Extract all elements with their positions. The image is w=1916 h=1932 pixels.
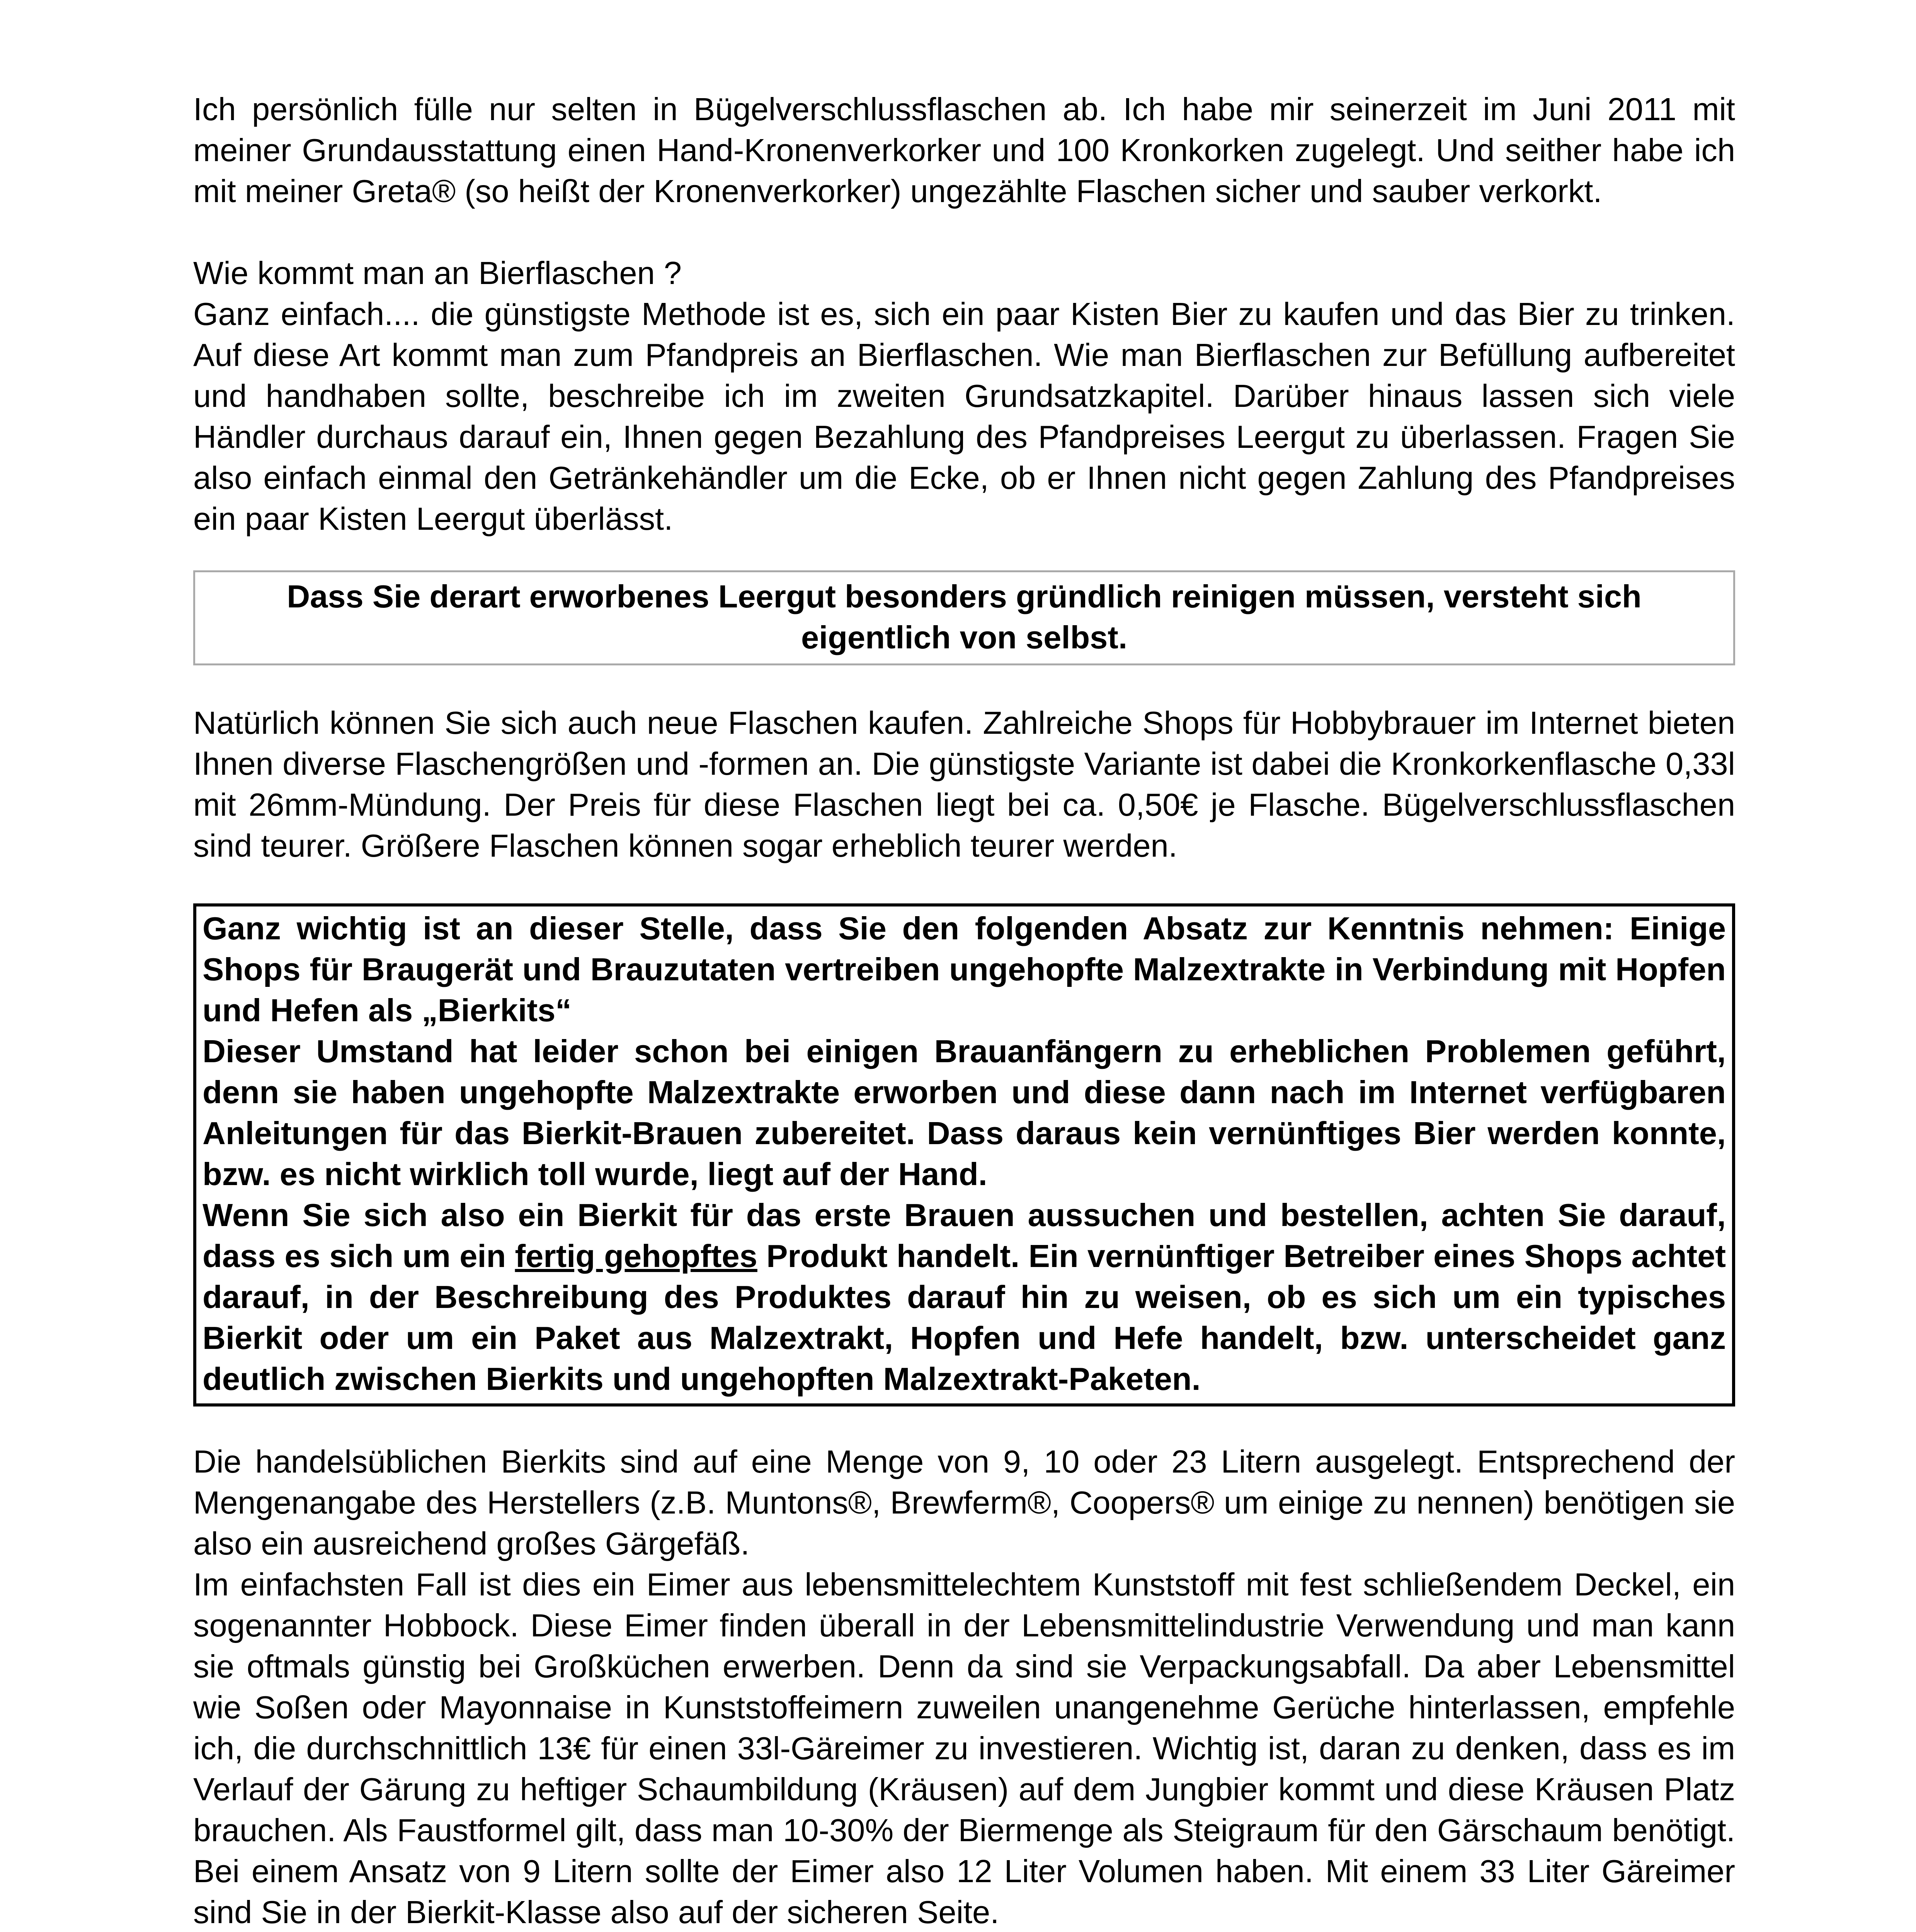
spacer — [193, 539, 1735, 570]
answer-paragraph: Ganz einfach.... die günstigste Methode ist es, sich ein paar Kisten Bier zu kaufen und das Bier zu trinken. Auf diese Art kommt man zum Pfandpreis an Bierflaschen. Wie man Bierflaschen zur Befüllung aufbereitet und handhaben sollte, beschreibe ich im zweiten Grundsatzkapitel. Darüber hinaus lassen sich viele Händler durchaus darauf ein, Ihnen gegen Bezahlung des Pfandpreises Leergut zu überlassen. Fragen Sie also einfach einmal den Getränkehändler um die Ecke, ob er Ihnen nicht gegen Zahlung des Pfandpreises ein paar Kisten Leergut überlässt. — [193, 296, 1735, 537]
intro-paragraph: Ich persönlich fülle nur selten in Bügelverschlussflaschen ab. Ich habe mir seinerzeit im Juni 2011 mit meiner Grundausstattung einen Hand-Kronenverkorker und 100 Kronkorken zugelegt. Und seither habe ich mit meiner Greta® (so heißt der Kronenverkorker) ungezählte Flaschen sicher und sauber verkorkt. — [193, 91, 1735, 209]
warning-paragraph-advice — [202, 1195, 1726, 1400]
page-content — [193, 89, 1735, 1932]
warning-paragraph-problem: Dieser Umstand hat leider schon bei einigen Brauanfängern zu erheblichen Problemen geführt, denn sie haben ungehopfte Malzextrakte erworben und diese dann nach im Internet verfügbaren Anleitungen für das Bierkit-Brauen zubereitet. Dass daraus kein vernünftiges Bier werden konnte, bzw. es nicht wirklich toll wurde, liegt auf der Hand. — [202, 1033, 1726, 1192]
body-paragraph-gaereimer: Im einfachsten Fall ist dies ein Eimer aus lebensmittelechtem Kunststoff mit fest schließendem Deckel, ein sogenannter Hobbock. Diese Eimer finden überall in der Lebensmittelindustrie Verwendung und man kann sie oftmals günstig bei Großküchen erwerben. Denn da sind sie Verpackungsabfall. Da aber Lebensmittel wie Soßen oder Mayonnaise in Kunststoffeimern zuweilen unangenehme Gerüche hinterlassen, empfehle ich, die durchschnittlich 13€ für einen 33l-Gäreimer zu investieren. Wichtig ist, daran zu denken, dass es im Verlauf der Gärung zu heftiger Schaumbildung (Kräusen) auf dem Jungbier kommt und diese Kräusen Platz brauchen. Als Faustformel gilt, dass man 10-30% der Biermenge als Steigraum für den Gärschaum benötigt. Bei einem Ansatz von 9 Litern sollte der Eimer also 12 Liter Volumen haben. Mit einem 33 Liter Gäreimer sind Sie in der Bierkit-Klasse also auf der sicheren Seite. — [193, 1566, 1735, 1930]
underlined-emphasis: fertig gehopftes — [515, 1238, 757, 1274]
body-paragraph-bierkits: Die handelsüblichen Bierkits sind auf eine Menge von 9, 10 oder 23 Litern ausgelegt. Entsprechend der Mengenangabe des Herstellers (z.B. Muntons®, Brewferm®, Coopers® um einige zu nennen) benötigen sie also ein ausreichend großes Gärgefäß. — [193, 1444, 1735, 1561]
spacer — [193, 212, 1735, 253]
spacer — [193, 1406, 1735, 1441]
spacer — [193, 866, 1735, 903]
question-line: Wie kommt man an Bierflaschen ? — [193, 255, 682, 291]
cleaning-notice-box — [193, 570, 1735, 665]
warning-paragraph-intro: Ganz wichtig ist an dieser Stelle, dass Sie den folgenden Absatz zur Kenntnis nehmen: Einige Shops für Braugerät und Brauzutaten vertreiben ungehopfte Malzextrakte in Verbindung mit Hopfen und Hefen als „Bierkits“ — [202, 910, 1726, 1028]
warning-advice-start: Wenn Sie sich also ein Bierkit für das erste Brauen aussuchen und bestellen, achten Sie darauf, dass es sich um ein — [202, 1197, 1726, 1274]
cleaning-notice-text: Dass Sie derart erworbenes Leergut besonders gründlich reinigen müssen, versteht sich eigentlich von selbst. — [287, 578, 1642, 655]
warning-advice-end: Produkt handelt. Ein vernünftiger Betreiber eines Shops achtet darauf, in der Beschreibung des Produktes darauf hin zu weisen, ob es sich um ein typisches Bierkit oder um ein Paket aus Malzextrakt, Hopfen und Hefe handelt, bzw. unterscheidet ganz deutlich zwischen Bierkits und ungehopften Malzextrakt-Paketen. — [202, 1238, 1726, 1397]
spacer — [193, 665, 1735, 702]
new-bottles-paragraph: Natürlich können Sie sich auch neue Flaschen kaufen. Zahlreiche Shops für Hobbybrauer im Internet bieten Ihnen diverse Flaschengrößen und -formen an. Die günstigste Variante ist dabei die Kronkorkenflasche 0,33l mit 26mm-Mündung. Der Preis für diese Flaschen liegt bei ca. 0,50€ je Flasche. Bügelverschlussflaschen sind teurer. Größere Flaschen können sogar erheblich teurer werden. — [193, 705, 1735, 864]
bierkit-warning-box — [193, 903, 1735, 1406]
